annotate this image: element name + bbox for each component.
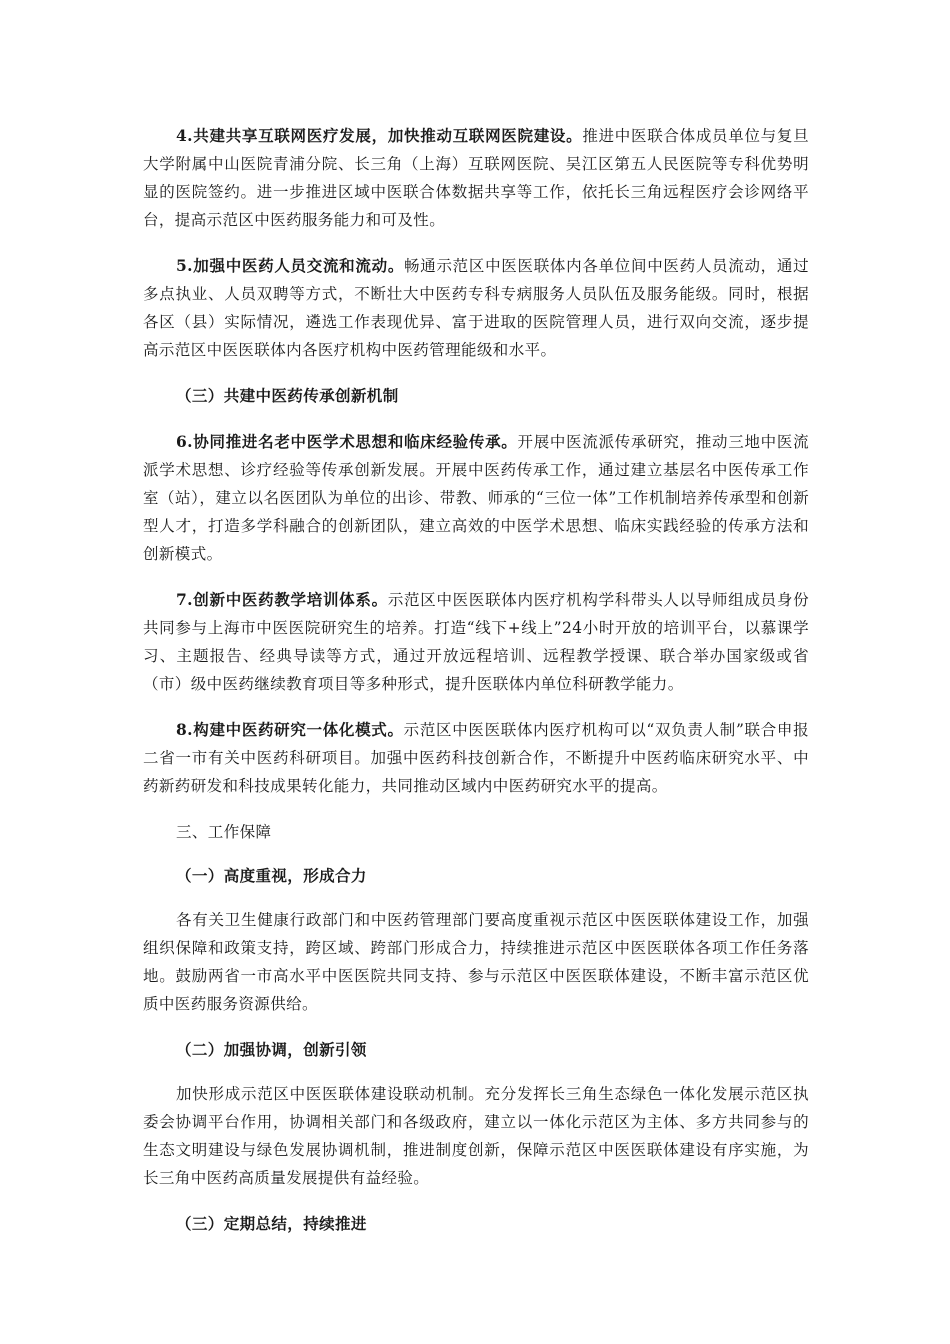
paragraph-4-title: 4.共建共享互联网医疗发展，加快推动互联网医院建设。 <box>176 126 583 145</box>
paragraph-5-body: 畅通示范区中医医联体内各单位间中医药人员流动，通过多点执业、人员双聘等方式，不断壮大中医药专科专病服务人员队伍及服务能级。同时，根据各区（县）实际情况，遴选工作表现优异、富于进取的医院管理人员，进行双向交流，逐步提高示范区中医医联体内各医疗机构中医药管理能级和水平。 <box>143 257 809 359</box>
paragraph-6-title: 6.协同推进名老中医学术思想和临床经验传承。 <box>176 432 518 451</box>
paragraph-7-title: 7.创新中医药教学培训体系。 <box>176 590 388 609</box>
paragraph-5-title: 5.加强中医药人员交流和流动。 <box>176 256 405 275</box>
heading-subsection-1: （一）高度重视，形成合力 <box>176 866 367 885</box>
paragraph-8-body: 示范区中医医联体内医疗机构可以“双负责人制”联合申报二省一市有关中医药科研项目。加强中医药科技创新合作，不断提升中医药临床研究水平、中药新药研发和科技成果转化能力，共同推动区域内中医药研究水平的提高。 <box>143 721 809 795</box>
paragraph-6-body: 开展中医流派传承研究，推动三地中医流派学术思想、诊疗经验等传承创新发展。开展中医药传承工作，通过建立基层名中医传承工作室（站），建立以名医团队为单位的出诊、带教、师承的“三位一体”工作机制培养传承型和创新型人才，打造多学科融合的创新团队，建立高效的中医学术思想、临床实践经验的传承方法和创新模式。 <box>143 433 810 563</box>
paragraph-subsection-2: 加快形成示范区中医医联体建设联动机制。充分发挥长三角生态绿色一体化发展示范区执委会协调平台作用，协调相关部门和各级政府，建立以一体化示范区为主体、多方共同参与的生态文明建设与绿色发展协调机制，推进制度创新，保障示范区中医医联体建设有序实施，为长三角中医药高质量发展提供有益经验。 <box>143 1085 809 1187</box>
paragraph-7-body: 示范区中医医联体内医疗机构学科带头人以导师组成员身份共同参与上海市中医医院研究生的培养。打造“线下+线上”24小时开放的培训平台，以慕课学习、主题报告、经典导读等方式，通过开放远程培训、远程教学授课、联合举办国家级或省（市）级中医药继续教育项目等多种形式，提升医联体内单位科研教学能力。 <box>143 591 809 693</box>
paragraph-subsection-1: 各有关卫生健康行政部门和中医药管理部门要高度重视示范区中医医联体建设工作，加强组织保障和政策支持，跨区域、跨部门形成合力，持续推进示范区中医医联体各项工作任务落地。鼓励两省一市高水平中医医院共同支持、参与示范区中医医联体建设，不断丰富示范区优质中医药服务资源供给。 <box>143 911 809 1013</box>
paragraph-4 <box>143 122 809 234</box>
heading-subsection-2: （二）加强协调，创新引领 <box>176 1040 367 1059</box>
document-page <box>143 122 809 1256</box>
paragraph-8-title: 8.构建中医药研究一体化模式。 <box>176 720 404 739</box>
paragraph-4-body: 推进中医联合体成员单位与复旦大学附属中山医院青浦分院、长三角（上海）互联网医院、吴江区第五人民医院等专科优势明显的医院签约。进一步推进区域中医联合体数据共享等工作，依托长三角远程医疗会诊网络平台，提高示范区中医药服务能力和可及性。 <box>143 127 809 229</box>
heading-part-3: 三、工作保障 <box>176 823 272 841</box>
paragraph-7 <box>143 586 809 698</box>
paragraph-5 <box>143 252 809 364</box>
heading-subsection-3: （三）定期总结，持续推进 <box>176 1214 367 1233</box>
heading-section-3: （三）共建中医药传承创新机制 <box>176 386 399 405</box>
paragraph-8 <box>143 716 809 800</box>
paragraph-6 <box>143 428 809 568</box>
